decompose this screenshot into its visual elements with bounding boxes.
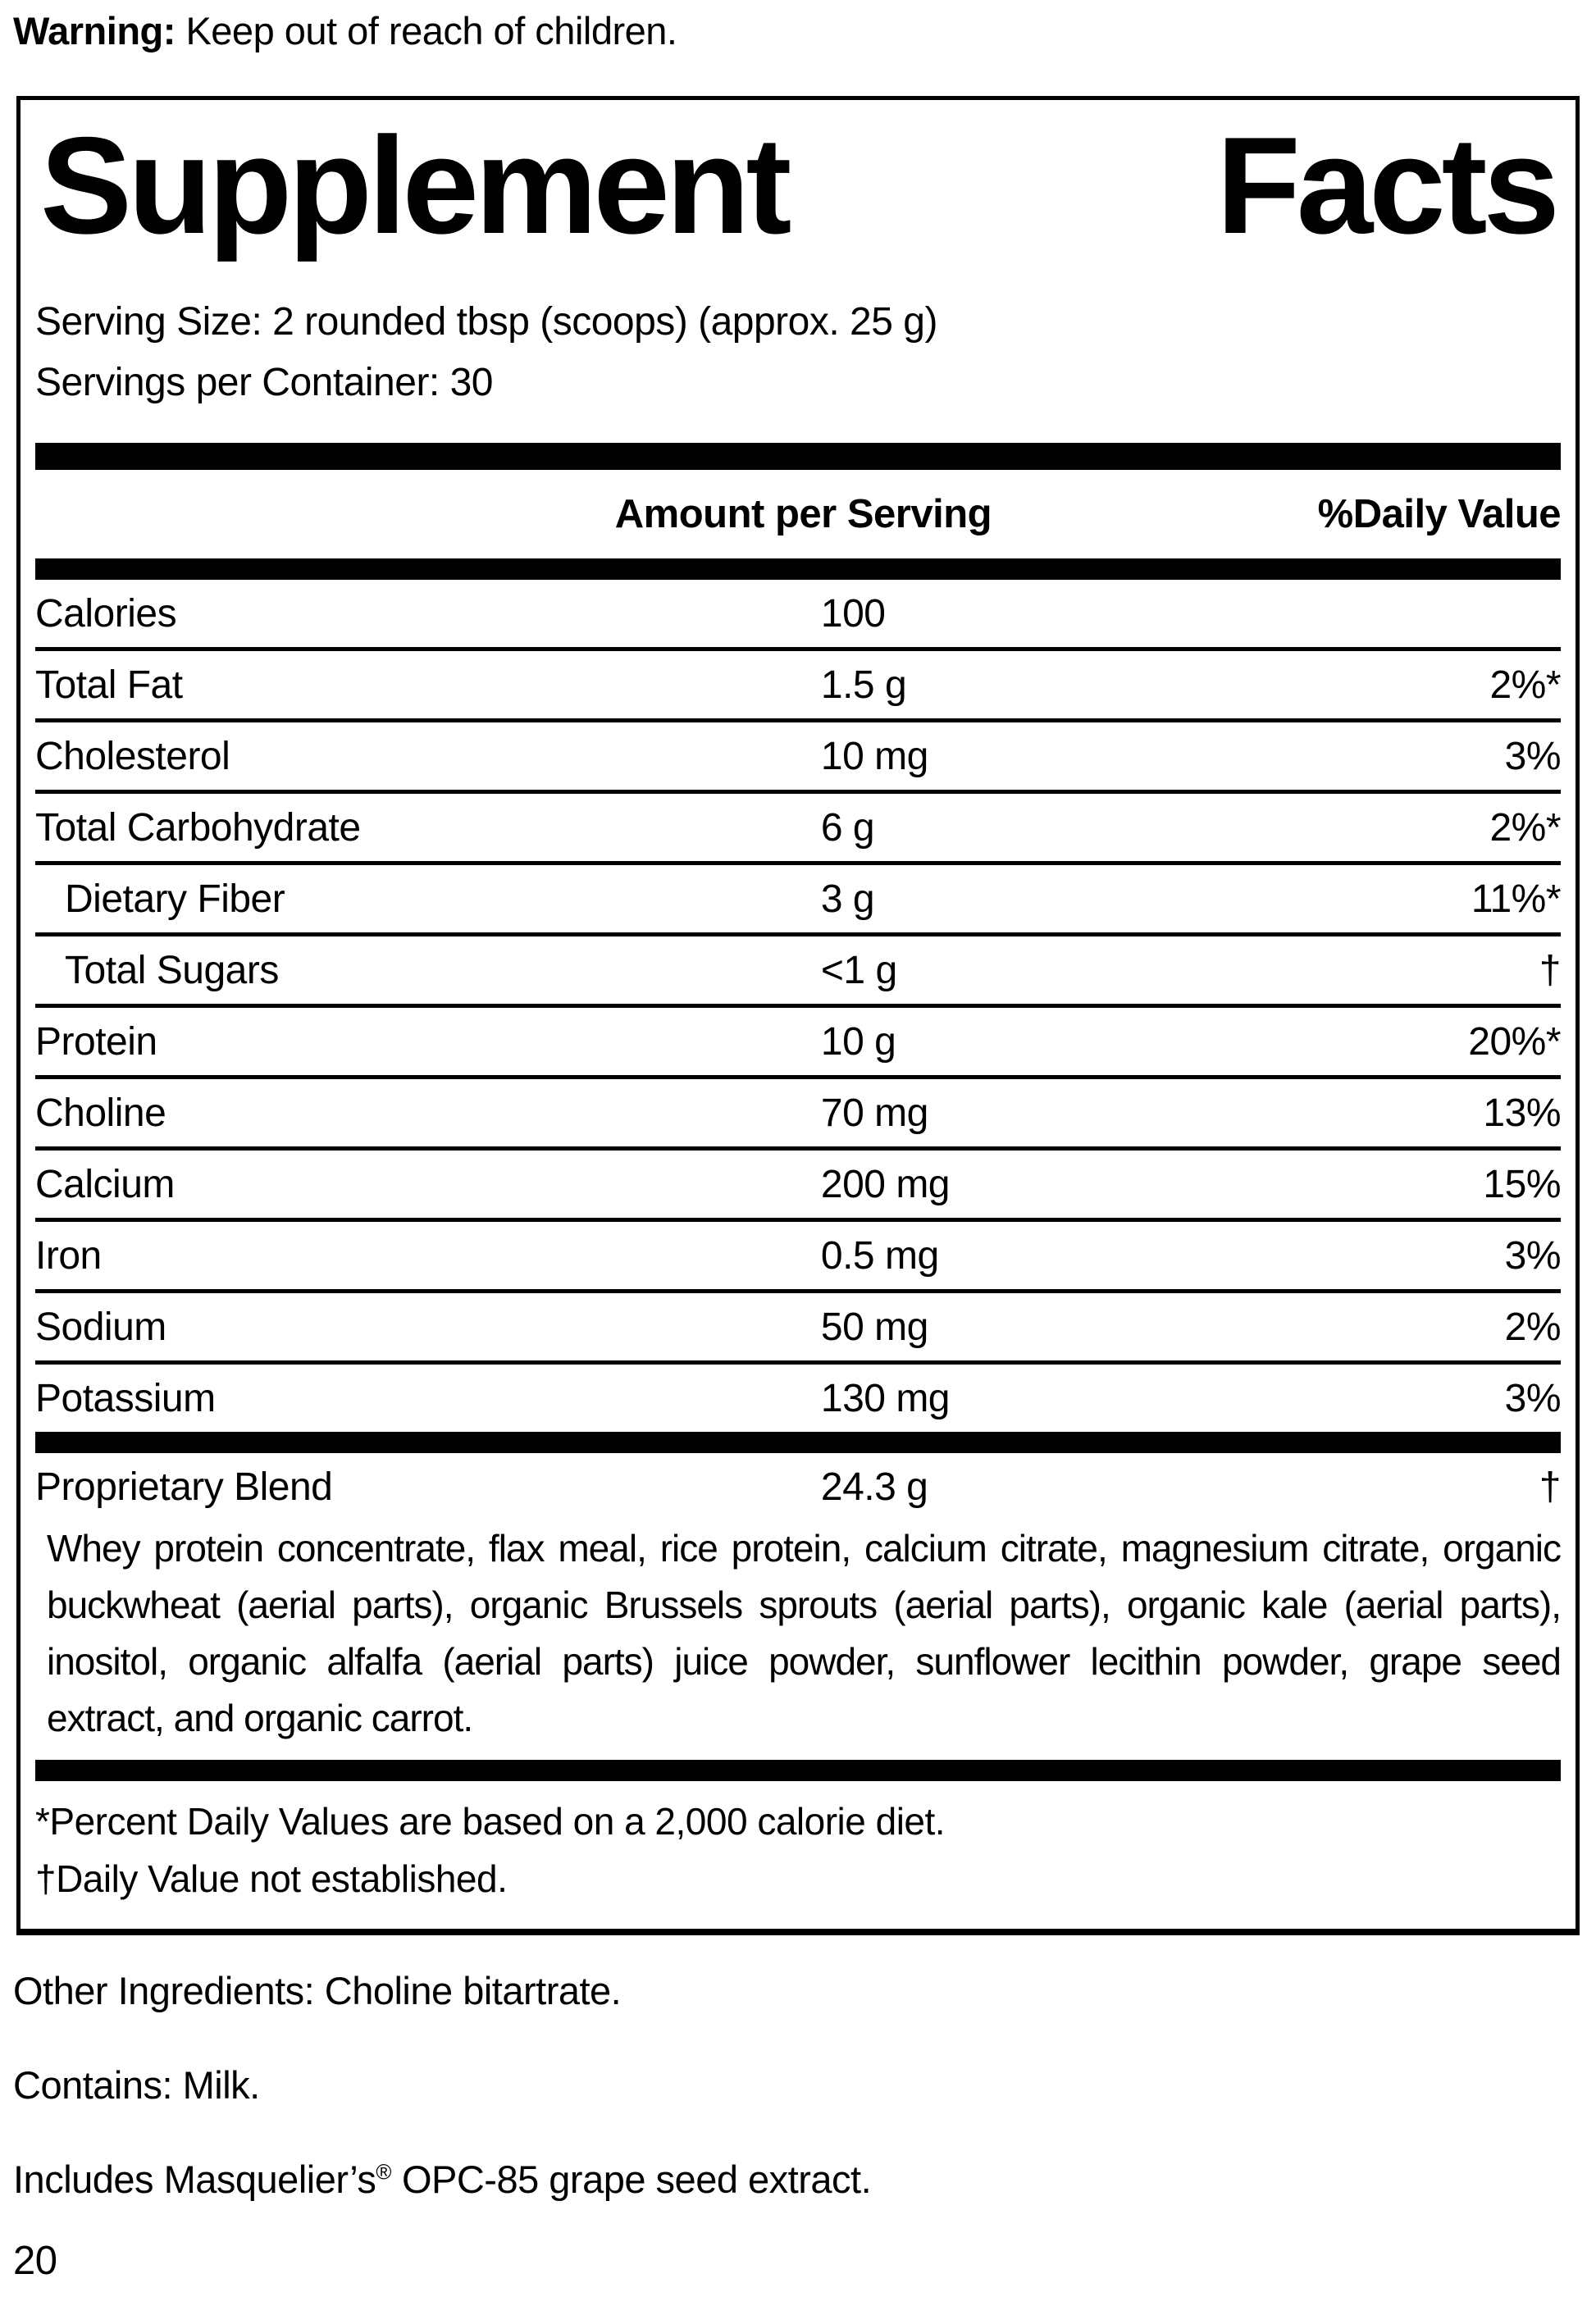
other-ingredients-text: Other Ingredients: Choline bitartrate. xyxy=(13,1969,622,2013)
divider-bar-footnotes xyxy=(35,1760,1561,1781)
divider-bar-header xyxy=(35,558,1561,580)
nutrient-daily-value: 2% xyxy=(1504,1305,1561,1349)
title-word-facts: Facts xyxy=(1216,108,1556,262)
table-row-calories xyxy=(35,580,1561,651)
title-word-supplement: Supplement xyxy=(40,108,788,262)
daily-value-header: %Daily Value xyxy=(1317,492,1561,537)
supplement-facts-panel xyxy=(16,96,1580,1935)
includes-text xyxy=(13,2157,1596,2202)
nutrient-name: Calories xyxy=(35,591,177,636)
divider-bar-blend xyxy=(35,1432,1561,1453)
blend-daily-value: † xyxy=(1539,1465,1561,1509)
table-row-total-fat xyxy=(35,651,1561,722)
nutrient-amount: 6 g xyxy=(820,805,875,850)
nutrient-daily-value: 3% xyxy=(1504,734,1561,778)
nutrient-daily-value: 15% xyxy=(1483,1162,1561,1206)
amount-per-serving-header: Amount per Serving xyxy=(614,492,992,537)
nutrient-amount: 200 mg xyxy=(820,1162,950,1206)
nutrient-amount: 3 g xyxy=(820,877,875,921)
nutrition-table xyxy=(35,580,1561,1432)
table-row-sodium xyxy=(35,1293,1561,1365)
page-number: 20 xyxy=(13,2239,57,2284)
nutrient-name: Calcium xyxy=(35,1162,175,1206)
table-row-cholesterol xyxy=(35,722,1561,794)
nutrient-amount: 10 mg xyxy=(820,734,928,778)
nutrient-amount: 130 mg xyxy=(820,1376,950,1420)
nutrient-name: Protein xyxy=(35,1019,157,1064)
nutrient-daily-value: † xyxy=(1539,948,1561,992)
table-row-potassium xyxy=(35,1365,1561,1432)
warning-label: Warning: xyxy=(13,9,176,52)
table-row-total-sugars xyxy=(35,936,1561,1008)
registered-trademark-symbol: ® xyxy=(376,2161,392,2185)
nutrient-name: Total Carbohydrate xyxy=(35,805,361,850)
table-row-dietary-fiber xyxy=(35,865,1561,936)
table-row-iron xyxy=(35,1222,1561,1293)
nutrient-daily-value: 2%* xyxy=(1489,805,1561,850)
nutrient-daily-value: 11%* xyxy=(1471,877,1561,921)
nutrient-daily-value: 2%* xyxy=(1489,663,1561,707)
nutrient-amount: 1.5 g xyxy=(820,663,907,707)
nutrient-amount: 0.5 mg xyxy=(820,1233,939,1278)
footnote-daily-value-not-established: †Daily Value not established. xyxy=(35,1857,508,1901)
table-row-choline xyxy=(35,1079,1561,1151)
warning-text xyxy=(13,8,1596,53)
nutrient-daily-value: 3% xyxy=(1504,1233,1561,1278)
includes-text-post: OPC-85 grape seed extract. xyxy=(391,2158,872,2202)
nutrient-name: Sodium xyxy=(35,1305,166,1349)
nutrient-daily-value: 20%* xyxy=(1468,1019,1561,1064)
nutrient-amount: <1 g xyxy=(820,948,897,992)
serving-size-line: Serving Size: 2 rounded tbsp (scoops) (approx. 25 g) xyxy=(35,300,937,344)
table-row-total-carbohydrate xyxy=(35,794,1561,865)
table-row-protein xyxy=(35,1008,1561,1079)
column-headers xyxy=(35,470,1561,558)
nutrient-daily-value: 13% xyxy=(1483,1091,1561,1135)
divider-bar-top xyxy=(35,443,1561,470)
nutrient-amount: 70 mg xyxy=(820,1091,928,1135)
warning-message: Keep out of reach of children. xyxy=(175,9,677,52)
footnote-percent-daily-values: *Percent Daily Values are based on a 2,000 calorie diet. xyxy=(35,1800,946,1843)
table-row-calcium xyxy=(35,1151,1561,1222)
blend-name: Proprietary Blend xyxy=(35,1465,333,1509)
blend-amount: 24.3 g xyxy=(820,1465,928,1509)
nutrient-daily-value: 3% xyxy=(1504,1376,1561,1420)
nutrient-name: Total Fat xyxy=(35,663,183,707)
panel-title xyxy=(35,100,1561,262)
serving-info xyxy=(35,292,1561,413)
proprietary-blend-row xyxy=(35,1453,1561,1520)
nutrient-name: Dietary Fiber xyxy=(65,877,285,921)
nutrient-amount: 50 mg xyxy=(820,1305,928,1349)
nutrient-amount: 10 g xyxy=(820,1019,896,1064)
includes-text-pre: Includes Masquelier’s xyxy=(13,2158,376,2202)
nutrient-name: Cholesterol xyxy=(35,734,230,778)
nutrient-name: Choline xyxy=(35,1091,166,1135)
nutrient-amount: 100 xyxy=(820,591,886,636)
nutrient-name: Total Sugars xyxy=(65,948,279,992)
below-panel-text xyxy=(13,1968,1596,2284)
servings-per-container-line: Servings per Container: 30 xyxy=(35,361,493,405)
blend-description: Whey protein concentrate, flax meal, rice protein, calcium citrate, magnesium citrate, organic buckwheat (aerial parts), organic Brussels sprouts (aerial parts), organic kale (aerial parts), inositol, organic alfalfa (aerial parts) juice powder, sunflower lecithin powder, grape seed extract, and organic carrot. xyxy=(47,1527,1561,1740)
footnotes xyxy=(35,1781,1561,1929)
nutrient-name: Potassium xyxy=(35,1376,216,1420)
nutrient-name: Iron xyxy=(35,1233,102,1278)
contains-text: Contains: Milk. xyxy=(13,2063,260,2108)
